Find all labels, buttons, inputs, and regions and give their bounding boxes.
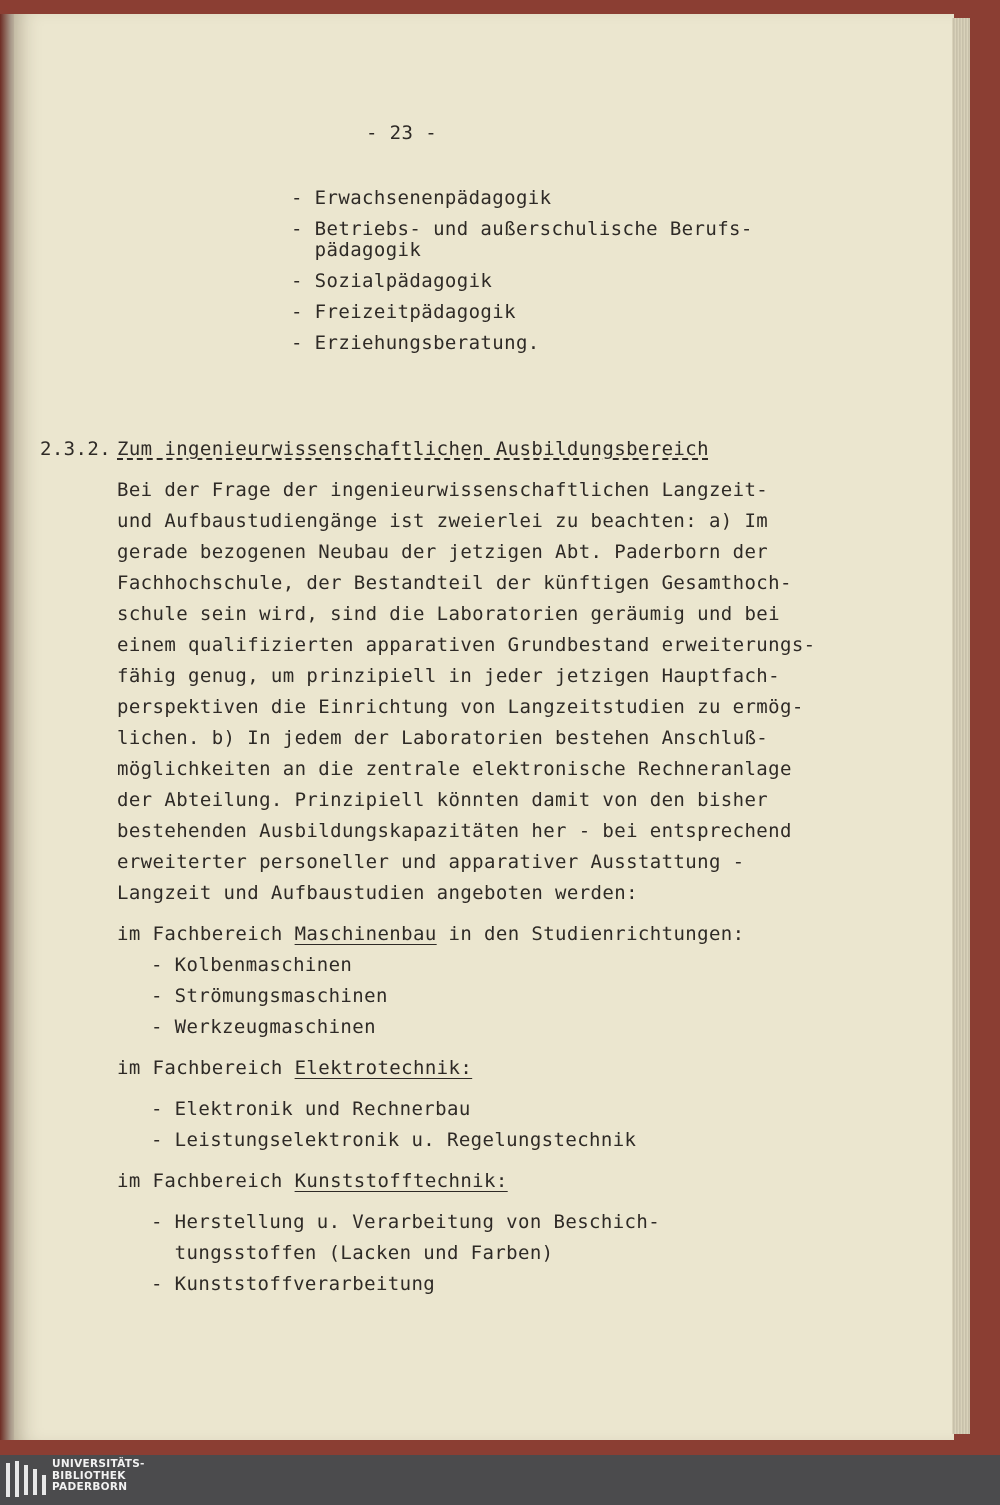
paragraph-line: einem qualifizierten apparativen Grundbestand erweiterungs- [117,634,816,656]
fb-name: Kunststofftechnik: [294,1170,508,1192]
list-item: - Kunststoffverarbeitung [151,1273,436,1295]
paragraph-line: Fachhochschule, der Bestandteil der künftigen Gesamthoch- [117,572,792,594]
paragraph-line: möglichkeiten an die zentrale elektronische Rechneranlage [117,758,792,780]
list-item: - Elektronik und Rechnerbau [151,1098,471,1120]
list-item: - Werkzeugmaschinen [151,1016,376,1038]
list-item: pädagogik [291,239,422,261]
logo-line: BIBLIOTHEK [52,1469,126,1482]
fb-name: Elektrotechnik: [294,1057,473,1079]
paragraph-line: Langzeit und Aufbaustudien angeboten werden: [117,882,638,904]
fachbereich-elektrotechnik [117,1057,472,1079]
library-logo-text [52,1459,145,1494]
paragraph-line: und Aufbaustudiengänge ist zweierlei zu beachten: a) Im [117,510,769,532]
paragraph-line: schule sein wird, sind die Laboratorien geräumig und bei [117,603,780,625]
page-number: - 23 - [366,122,438,144]
list-item: - Leistungselektronik u. Regelungstechnik [151,1129,637,1151]
page-edge-stack [952,18,970,1434]
paragraph-line: der Abteilung. Prinzipiell könnten damit von den bisher [117,789,769,811]
section-number: 2.3.2. [40,438,112,460]
fb-prefix: im Fachbereich [117,1057,295,1079]
list-item: - Freizeitpädagogik [291,301,516,323]
paragraph-line: lichen. b) In jedem der Laboratorien bestehen Anschluß- [117,727,769,749]
fachbereich-kunststofftechnik [117,1170,508,1192]
logo-line: UNIVERSITÄTS- [52,1458,145,1470]
fb-name: Maschinenbau [294,923,437,945]
section-title: Zum ingenieurwissenschaftlichen Ausbildungsbereich [117,438,709,460]
logo-line: PADERBORN [52,1481,128,1493]
list-item: - Erziehungsberatung. [291,332,540,354]
paragraph-line: gerade bezogenen Neubau der jetzigen Abt. Paderborn der [117,541,769,563]
list-item: - Erwachsenenpädagogik [291,187,552,209]
fb-prefix: im Fachbereich [117,1170,295,1192]
list-item: - Kolbenmaschinen [151,954,353,976]
paragraph-line: bestehenden Ausbildungskapazitäten her - bei entsprechend [117,820,792,842]
fb-prefix: im Fachbereich [117,923,295,945]
paragraph-line: erweiterter personeller und apparativer Ausstattung - [117,851,745,873]
fachbereich-maschinenbau [117,923,745,945]
fb-suffix: in den Studienrichtungen: [436,923,745,945]
paragraph-line: fähig genug, um prinzipiell in jeder jetzigen Hauptfach- [117,665,780,687]
list-item: tungsstoffen (Lacken und Farben) [151,1242,554,1264]
paragraph-line: Bei der Frage der ingenieurwissenschaftlichen Langzeit- [117,479,769,501]
library-logo-icon [6,1461,46,1501]
list-item: - Sozialpädagogik [291,270,493,292]
list-item: - Herstellung u. Verarbeitung von Beschich- [151,1211,661,1233]
library-footer-bar [0,1455,1000,1505]
list-item: - Betriebs- und außerschulische Berufs- [291,218,753,240]
paragraph-line: perspektiven die Einrichtung von Langzeitstudien zu ermög- [117,696,804,718]
list-item: - Strömungsmaschinen [151,985,388,1007]
